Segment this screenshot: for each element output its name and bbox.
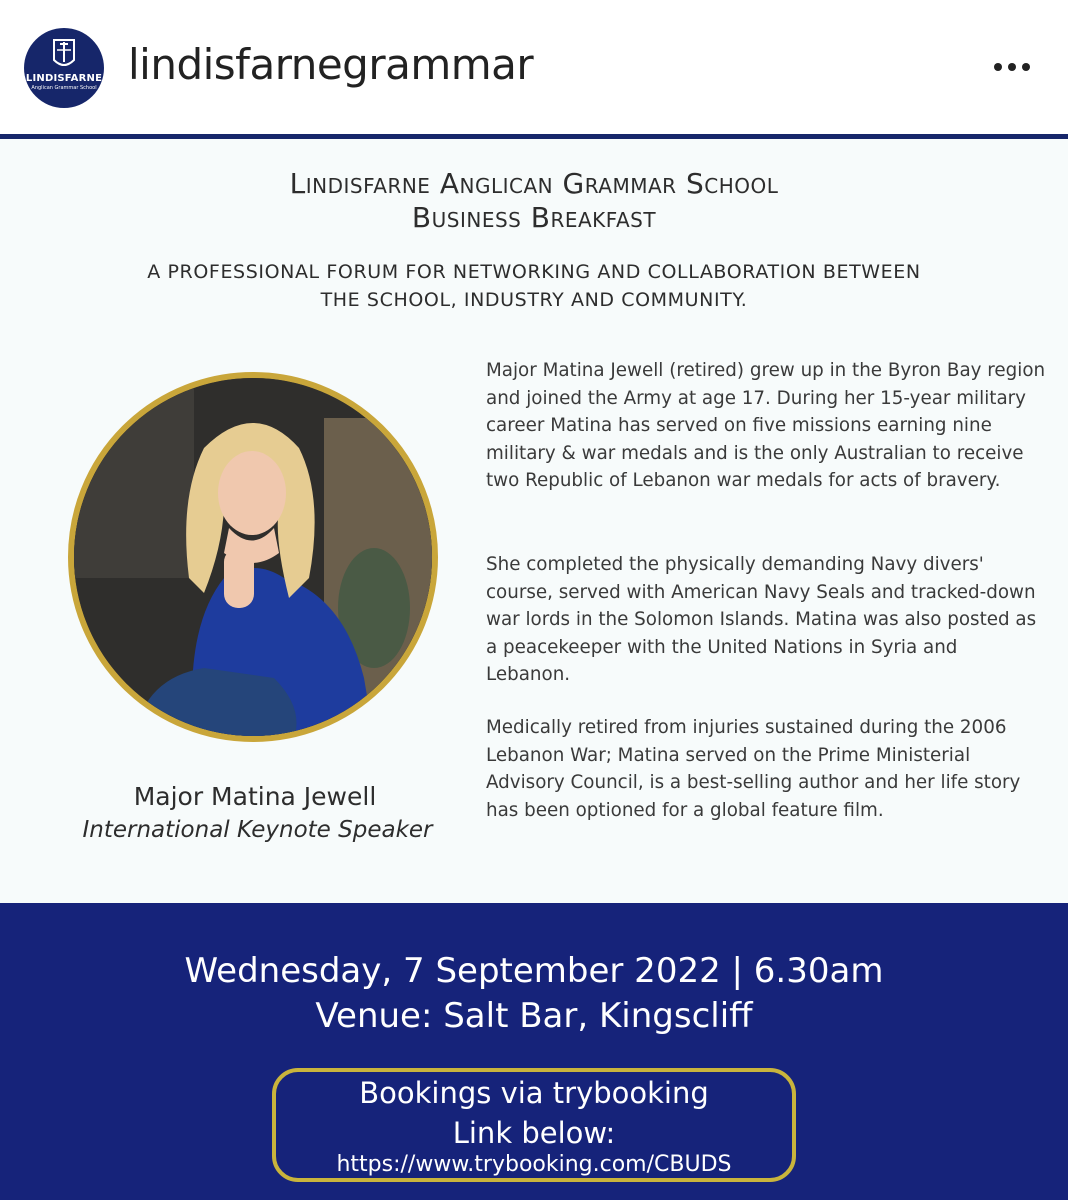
post-header [0,0,1068,134]
post-image[interactable] [0,139,1068,903]
poster-subtitle: A PROFESSIONAL FORUM FOR NETWORKING AND COLLABORATION BETWEEN [147,261,921,283]
speaker-bio-paragraph: She completed the physically demanding Navy divers' course, served with American Navy Seals and tracked-down war lords in the Solomon Islands. Matina was also posted as a peacekeeper with the United Nations in Syria and Lebanon. [486,554,1037,685]
event-venue: Venue: Salt Bar, Kingscliff [315,996,753,1036]
speaker-name: Major Matina Jewell [133,782,377,811]
speaker-bio-paragraph: Medically retired from injuries sustained during the 2006 Lebanon War; Matina served on the Prime Ministerial Advisory Council, is a best-selling author and her life story has been optioned for a global feature film. [486,717,1021,821]
poster-title-line2: Business Breakfast [411,201,657,234]
booking-subheading: Link below: [452,1116,616,1150]
post-username[interactable]: lindisfarnegrammar [128,40,534,89]
speaker-role: International Keynote Speaker [82,817,433,843]
booking-url: https://www.trybooking.com/CBUDS [336,1152,732,1177]
school-crest-icon [24,28,104,108]
avatar-wordmark: LINDISFARNE [25,73,103,84]
more-options-icon[interactable] [988,55,1036,79]
speaker-portrait-icon [74,378,432,736]
speaker-bio-paragraph: Major Matina Jewell (retired) grew up in the Byron Bay region and joined the Army at age 17. During her 15-year military career Matina has served on five missions earning nine military & war medals and is the only Australian to receive two Republic of Lebanon war medals for acts of bravery. [486,360,1046,491]
booking-heading: Bookings via trybooking [359,1076,709,1110]
profile-avatar[interactable] [24,28,104,108]
event-date: Wednesday, 7 September 2022 | 6.30am [184,951,884,991]
poster-title: Lindisfarne Anglican Grammar School [289,167,779,200]
event-details-banner [0,903,1068,1200]
booking-info-box [272,1068,796,1182]
poster-subtitle-line2: THE SCHOOL, INDUSTRY AND COMMUNITY. [320,289,748,311]
avatar-subtitle: Anglican Grammar School [31,85,97,91]
speaker-photo [68,372,438,742]
